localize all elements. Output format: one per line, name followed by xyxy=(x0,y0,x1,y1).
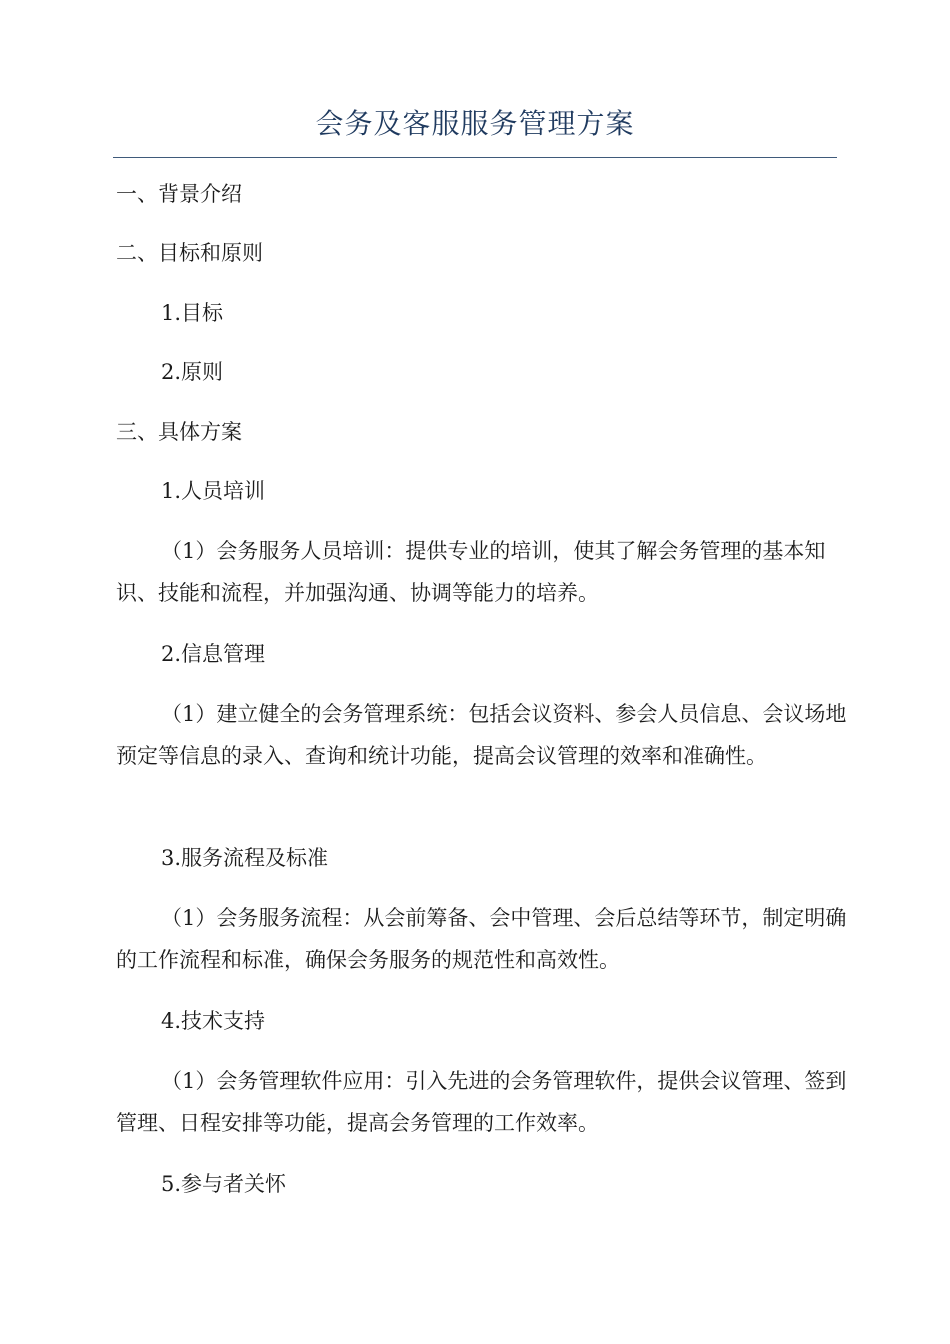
paragraph-service-process: （1）会务服务流程：从会前筹备、会中管理、会后总结等环节，制定明确的工作流程和标准，确保会务服务的规范性和高效性。 xyxy=(116,906,847,972)
heading-background: 一、背景介绍 xyxy=(116,182,242,206)
subheading-info-management: 2.信息管理 xyxy=(161,642,266,666)
paragraph-training: （1）会务服务人员培训：提供专业的培训，使其了解会务管理的基本知识、技能和流程，并加强沟通、协调等能力的培养。 xyxy=(116,539,826,605)
title-underline xyxy=(113,157,837,158)
paragraph-tech-support: （1）会务管理软件应用：引入先进的会务管理软件，提供会议管理、签到管理、日程安排等功能，提高会务管理的工作效率。 xyxy=(116,1069,847,1135)
heading-goals-principles: 二、目标和原则 xyxy=(116,241,263,265)
subheading-tech-support: 4.技术支持 xyxy=(161,1009,266,1033)
paragraph-info-management: （1）建立健全的会务管理系统：包括会议资料、参会人员信息、会议场地预定等信息的录入、查询和统计功能，提高会议管理的效率和准确性。 xyxy=(116,702,847,768)
heading-plan: 三、具体方案 xyxy=(116,420,242,444)
subheading-participant-care: 5.参与者关怀 xyxy=(161,1172,287,1196)
subheading-service-process: 3.服务流程及标准 xyxy=(161,846,329,870)
subheading-goals: 1.目标 xyxy=(161,301,224,325)
subheading-training: 1.人员培训 xyxy=(161,479,266,503)
document-title: 会务及客服服务管理方案 xyxy=(315,107,635,140)
subheading-principles: 2.原则 xyxy=(161,360,224,384)
